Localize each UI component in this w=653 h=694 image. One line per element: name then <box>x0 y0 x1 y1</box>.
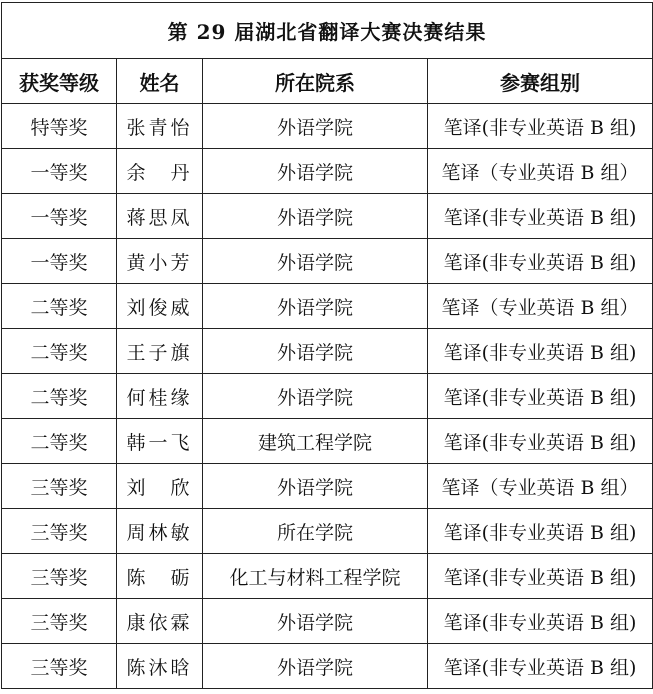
group-cell: 笔译(非专业英语 B 组) <box>428 374 653 419</box>
table-row <box>2 329 653 374</box>
award-cell: 三等奖 <box>2 464 117 509</box>
name-cell: 何桂缘 <box>117 374 203 419</box>
name-cell: 陈 砺 <box>117 554 203 599</box>
department-cell: 外语学院 <box>203 374 428 419</box>
department-cell: 建筑工程学院 <box>203 419 428 464</box>
name-cell: 陈沐晗 <box>117 644 203 689</box>
table-row <box>2 509 653 554</box>
name-cell: 黄小芳 <box>117 239 203 284</box>
group-cell: 笔译(非专业英语 B 组) <box>428 329 653 374</box>
results-table <box>1 2 653 689</box>
award-cell: 一等奖 <box>2 239 117 284</box>
award-cell: 二等奖 <box>2 329 117 374</box>
name-cell: 刘 欣 <box>117 464 203 509</box>
group-cell: 笔译（专业英语 B 组） <box>428 464 653 509</box>
award-cell: 三等奖 <box>2 509 117 554</box>
table-row <box>2 194 653 239</box>
department-cell: 外语学院 <box>203 464 428 509</box>
department-cell: 外语学院 <box>203 104 428 149</box>
header-name: 姓名 <box>117 59 203 104</box>
table-row <box>2 419 653 464</box>
results-table-body <box>2 3 653 689</box>
award-cell: 三等奖 <box>2 599 117 644</box>
group-cell: 笔译(非专业英语 B 组) <box>428 644 653 689</box>
department-cell: 外语学院 <box>203 239 428 284</box>
header-row <box>2 59 653 104</box>
award-cell: 三等奖 <box>2 554 117 599</box>
award-cell: 特等奖 <box>2 104 117 149</box>
table-row <box>2 374 653 419</box>
table-row <box>2 644 653 689</box>
header-award: 获奖等级 <box>2 59 117 104</box>
group-cell: 笔译（专业英语 B 组） <box>428 149 653 194</box>
department-cell: 外语学院 <box>203 149 428 194</box>
name-cell: 刘俊威 <box>117 284 203 329</box>
table-row <box>2 104 653 149</box>
table-row <box>2 554 653 599</box>
table-row <box>2 149 653 194</box>
award-cell: 二等奖 <box>2 284 117 329</box>
department-cell: 外语学院 <box>203 194 428 239</box>
group-cell: 笔译(非专业英语 B 组) <box>428 104 653 149</box>
header-department: 所在院系 <box>203 59 428 104</box>
table-row <box>2 239 653 284</box>
name-cell: 王子旗 <box>117 329 203 374</box>
award-cell: 三等奖 <box>2 644 117 689</box>
award-cell: 二等奖 <box>2 419 117 464</box>
table-row <box>2 464 653 509</box>
title-row <box>2 3 653 59</box>
department-cell: 所在学院 <box>203 509 428 554</box>
group-cell: 笔译(非专业英语 B 组) <box>428 194 653 239</box>
name-cell: 蒋思凤 <box>117 194 203 239</box>
table-row <box>2 599 653 644</box>
award-cell: 一等奖 <box>2 149 117 194</box>
group-cell: 笔译(非专业英语 B 组) <box>428 509 653 554</box>
department-cell: 外语学院 <box>203 644 428 689</box>
group-cell: 笔译(非专业英语 B 组) <box>428 239 653 284</box>
department-cell: 外语学院 <box>203 599 428 644</box>
group-cell: 笔译(非专业英语 B 组) <box>428 419 653 464</box>
name-cell: 周林敏 <box>117 509 203 554</box>
department-cell: 化工与材料工程学院 <box>203 554 428 599</box>
name-cell: 张青怡 <box>117 104 203 149</box>
award-cell: 一等奖 <box>2 194 117 239</box>
name-cell: 韩一飞 <box>117 419 203 464</box>
table-title: 第 29 届湖北省翻译大赛决赛结果 <box>2 3 653 59</box>
name-cell: 康依霖 <box>117 599 203 644</box>
group-cell: 笔译(非专业英语 B 组) <box>428 554 653 599</box>
group-cell: 笔译（专业英语 B 组） <box>428 284 653 329</box>
group-cell: 笔译(非专业英语 B 组) <box>428 599 653 644</box>
table-row <box>2 284 653 329</box>
department-cell: 外语学院 <box>203 329 428 374</box>
header-group: 参赛组别 <box>428 59 653 104</box>
award-cell: 二等奖 <box>2 374 117 419</box>
department-cell: 外语学院 <box>203 284 428 329</box>
name-cell: 余 丹 <box>117 149 203 194</box>
